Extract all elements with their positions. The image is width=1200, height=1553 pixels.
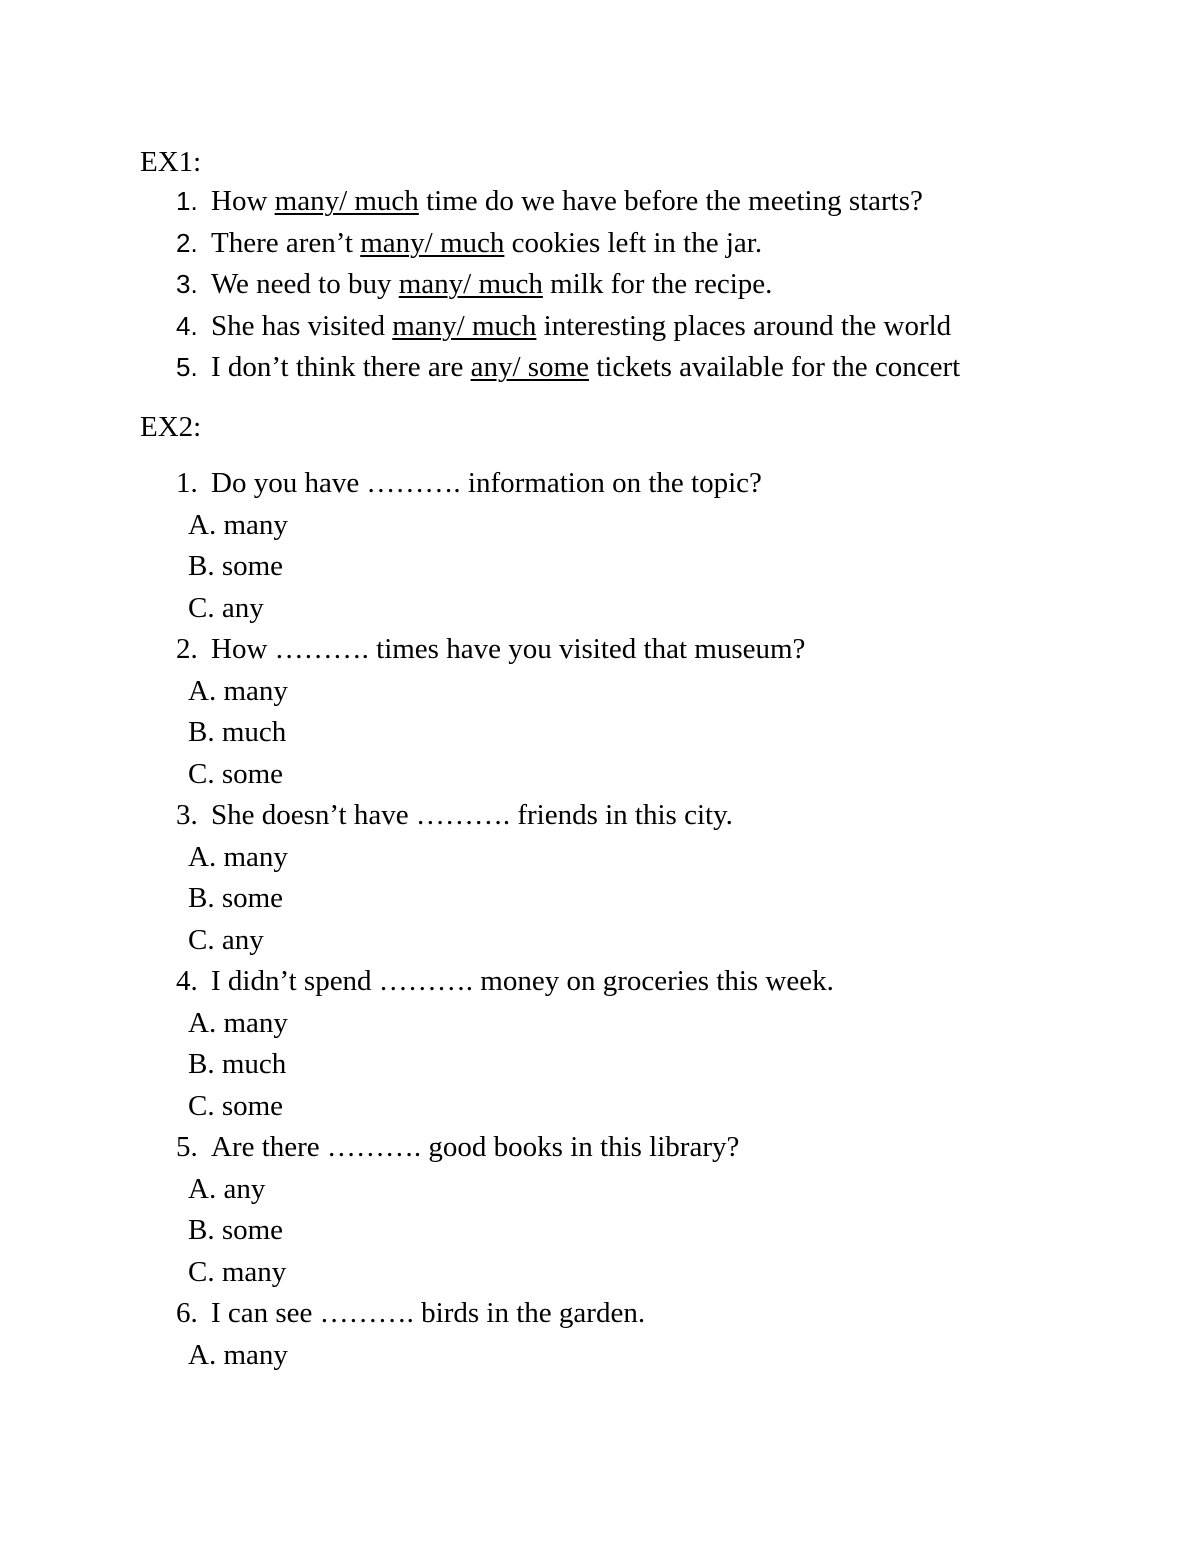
ex1-item-text-before: She has visited <box>211 309 393 342</box>
ex1-item-number: 2. <box>176 227 198 258</box>
answer-option: A. any <box>188 1172 266 1205</box>
answer-option: C. some <box>188 757 284 790</box>
ex1-item <box>176 183 960 225</box>
ex2-heading: EX2: <box>140 411 202 443</box>
answer-option: B. some <box>188 1214 284 1246</box>
question-text: How ………. times have you visited that museum? <box>211 633 806 665</box>
ex1-item-number: 3. <box>176 269 198 299</box>
ex1-item <box>176 308 960 350</box>
ex1-item-text-after: time do we have before the meeting starts? <box>418 185 923 217</box>
ex1-item-text-before: How <box>211 185 275 217</box>
question-text: She doesn’t have ………. friends in this city. <box>211 799 733 831</box>
ex1-item <box>176 349 960 391</box>
ex1-list <box>176 183 960 391</box>
ex1-item-text-before: We need to buy <box>211 268 399 300</box>
question-text: Are there ………. good books in this library? <box>211 1131 740 1163</box>
ex1-item-choice: many/ much <box>398 268 543 300</box>
ex1-item-choice: any/ some <box>470 351 589 383</box>
ex1-item-choice: many/ much <box>274 185 419 217</box>
answer-option: A. many <box>188 674 288 707</box>
ex1-item-text-after: interesting places around the world <box>536 309 952 342</box>
question-text: I can see ………. birds in the garden. <box>211 1297 646 1329</box>
question-text: Do you have ………. information on the topic? <box>211 467 762 499</box>
answer-option: A. many <box>188 508 288 541</box>
ex1-item <box>176 225 960 267</box>
question-number: 2. <box>176 633 198 665</box>
question-line <box>176 1128 834 1170</box>
answer-option: A. many <box>188 840 288 873</box>
ex1-item-number: 5. <box>176 352 198 382</box>
ex1-item-text-after: milk for the recipe. <box>542 268 773 300</box>
ex1-item-number: 4. <box>176 310 198 341</box>
answer-option: C. some <box>188 1089 284 1122</box>
question-line <box>176 796 834 838</box>
ex1-item-text-after: cookies left in the jar. <box>504 226 763 259</box>
question-text: I didn’t spend ………. money on groceries this week. <box>211 965 834 997</box>
answer-option: B. much <box>188 1048 287 1080</box>
question-line <box>176 464 834 506</box>
answer-option: C. any <box>188 591 264 624</box>
ex1-item-text-before: I don’t think there are <box>211 351 471 383</box>
ex2-questions <box>176 464 834 1377</box>
answer-option: C. any <box>188 923 264 956</box>
question-line <box>176 962 834 1004</box>
ex1-item <box>176 266 960 308</box>
answer-option: B. some <box>188 882 284 914</box>
answer-option: B. much <box>188 716 287 748</box>
question-number: 5. <box>176 1131 198 1163</box>
question-number: 6. <box>176 1297 198 1329</box>
ex1-item-text-before: There aren’t <box>211 226 361 259</box>
answer-option: A. many <box>188 1006 288 1039</box>
ex1-heading: EX1: <box>140 146 202 178</box>
ex1-item-choice: many/ much <box>360 226 505 259</box>
question-number: 1. <box>176 467 198 499</box>
answer-option: C. many <box>188 1255 287 1288</box>
ex1-item-number: 1. <box>176 186 198 216</box>
question-line <box>176 630 834 672</box>
answer-option: B. some <box>188 550 284 582</box>
question-number: 4. <box>176 965 198 997</box>
answer-option: A. many <box>188 1338 288 1371</box>
question-number: 3. <box>176 799 198 831</box>
question-line <box>176 1294 834 1336</box>
ex1-item-text-after: tickets available for the concert <box>588 351 961 383</box>
ex1-item-choice: many/ much <box>392 309 537 342</box>
